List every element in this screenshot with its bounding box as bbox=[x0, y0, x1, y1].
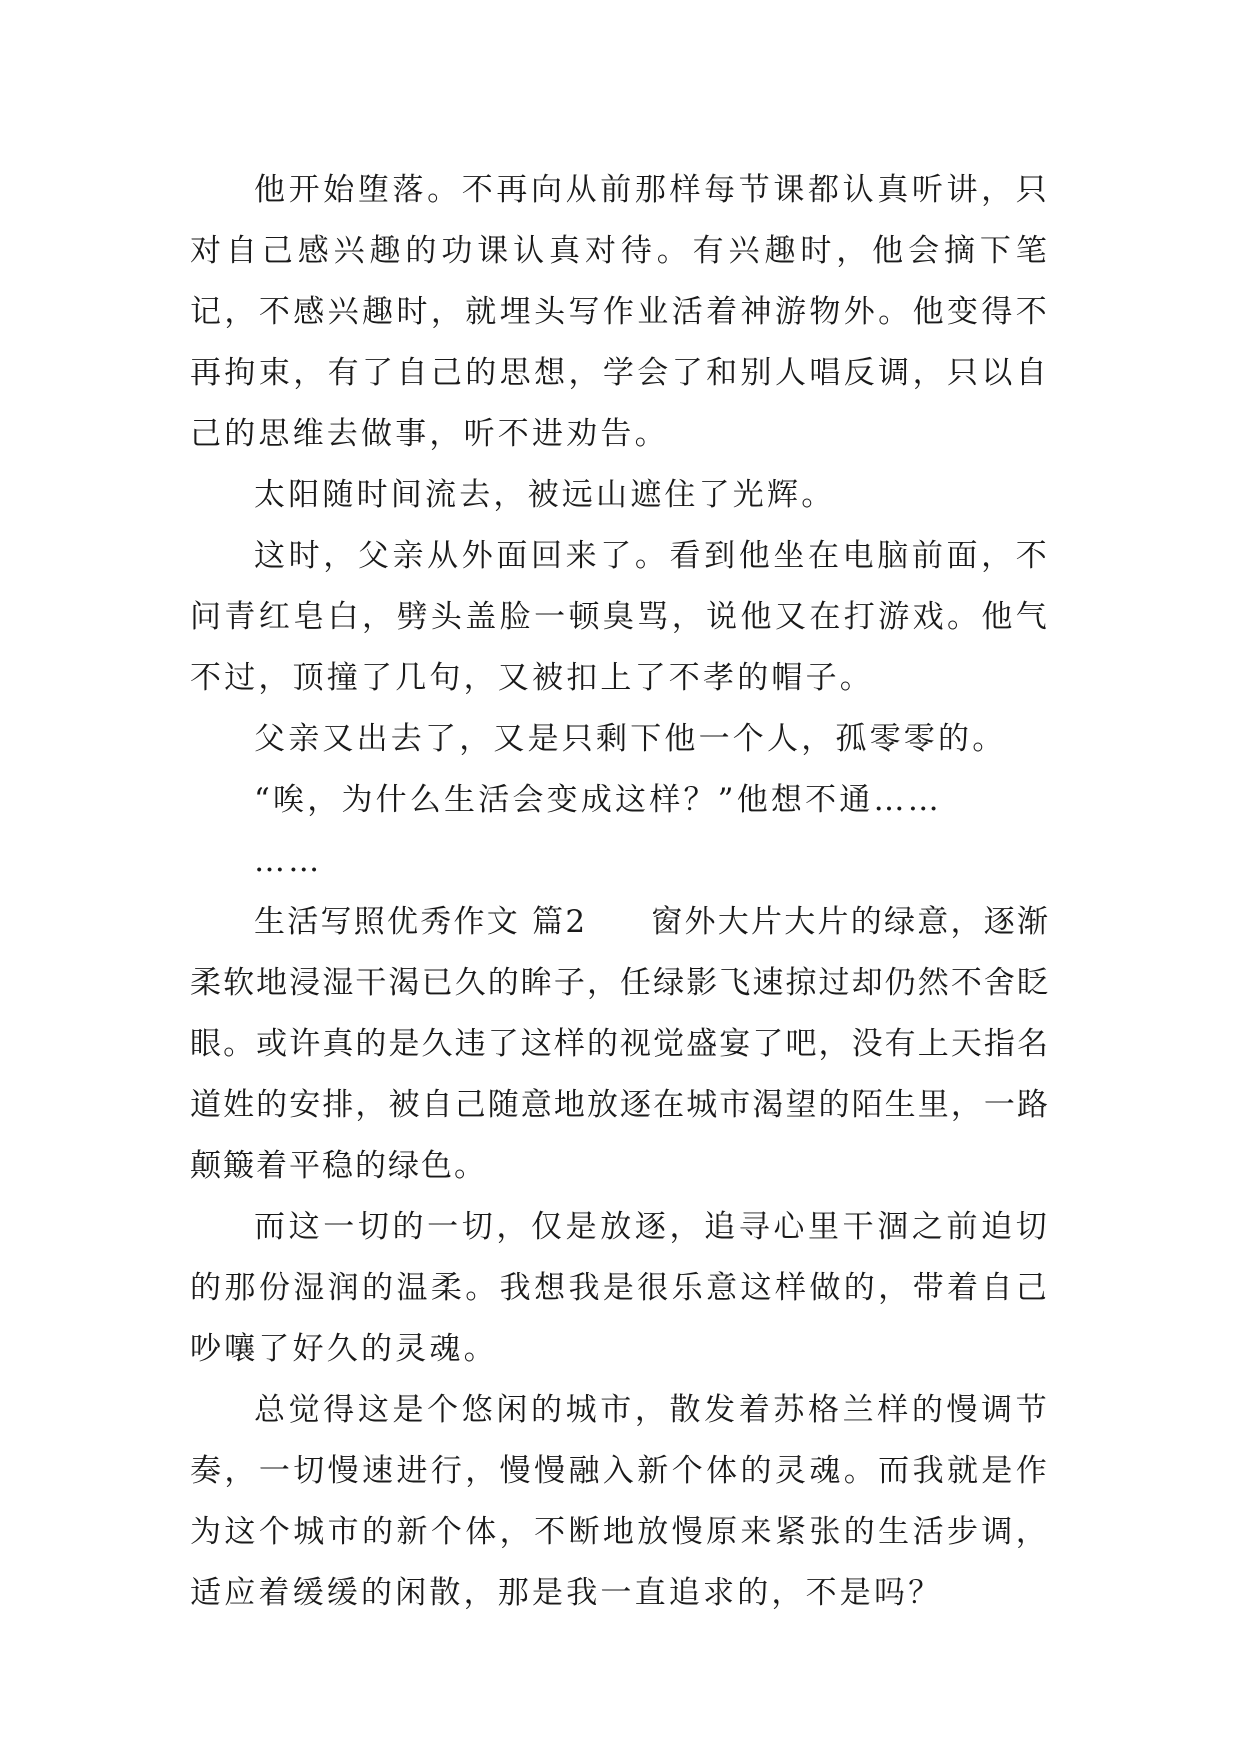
section-heading: 生活写照优秀作文 篇2 bbox=[254, 904, 588, 940]
paragraph-after-1: 而这一切的一切，仅是放逐，追寻心里干涸之前迫切的那份湿润的温柔。我想我是很乐意这样做的，带着自己吵嚷了好久的灵魂。 bbox=[190, 1209, 1050, 1367]
paragraph-1: 他开始堕落。不再向从前那样每节课都认真听讲，只对自己感兴趣的功课认真对待。有兴趣时，他会摘下笔记，不感兴趣时，就埋头写作业活着神游物外。他变得不再拘束，有了自己的思想，学会了和别人唱反调，只以自己的思维去做事，听不进劝告。 bbox=[190, 172, 1050, 452]
section-first-paragraph: 窗外大片大片的绿意，逐渐柔软地浸湿干渴已久的眸子，任绿影飞速掠过却仍然不舍眨眼。或许真的是久违了这样的视觉盛宴了吧，没有上天指名道姓的安排，被自己随意地放逐在城市渴望的陌生里，一路颠簸着平稳的绿色。 bbox=[190, 904, 1051, 1184]
paragraph-6: …… bbox=[254, 843, 323, 879]
paragraph-4: 父亲又出去了，又是只剩下他一个人，孤零零的。 bbox=[254, 721, 1007, 757]
paragraph-5: “唉，为什么生活会变成这样？”他想不通…… bbox=[254, 782, 942, 818]
paragraph-3: 这时，父亲从外面回来了。看到他坐在电脑前面，不问青红皂白，劈头盖脸一顿臭骂，说他又在打游戏。他气不过，顶撞了几句，又被扣上了不孝的帽子。 bbox=[190, 538, 1050, 696]
section-paragraph bbox=[190, 892, 1050, 1197]
document-page bbox=[190, 160, 1050, 1624]
paragraph-after-2: 总觉得这是个悠闲的城市，散发着苏格兰样的慢调节奏，一切慢速进行，慢慢融入新个体的灵魂。而我就是作为这个城市的新个体，不断地放慢原来紧张的生活步调，适应着缓缓的闲散，那是我一直追求的，不是吗？ bbox=[190, 1392, 1050, 1611]
paragraph-2: 太阳随时间流去，被远山遮住了光辉。 bbox=[254, 477, 836, 513]
